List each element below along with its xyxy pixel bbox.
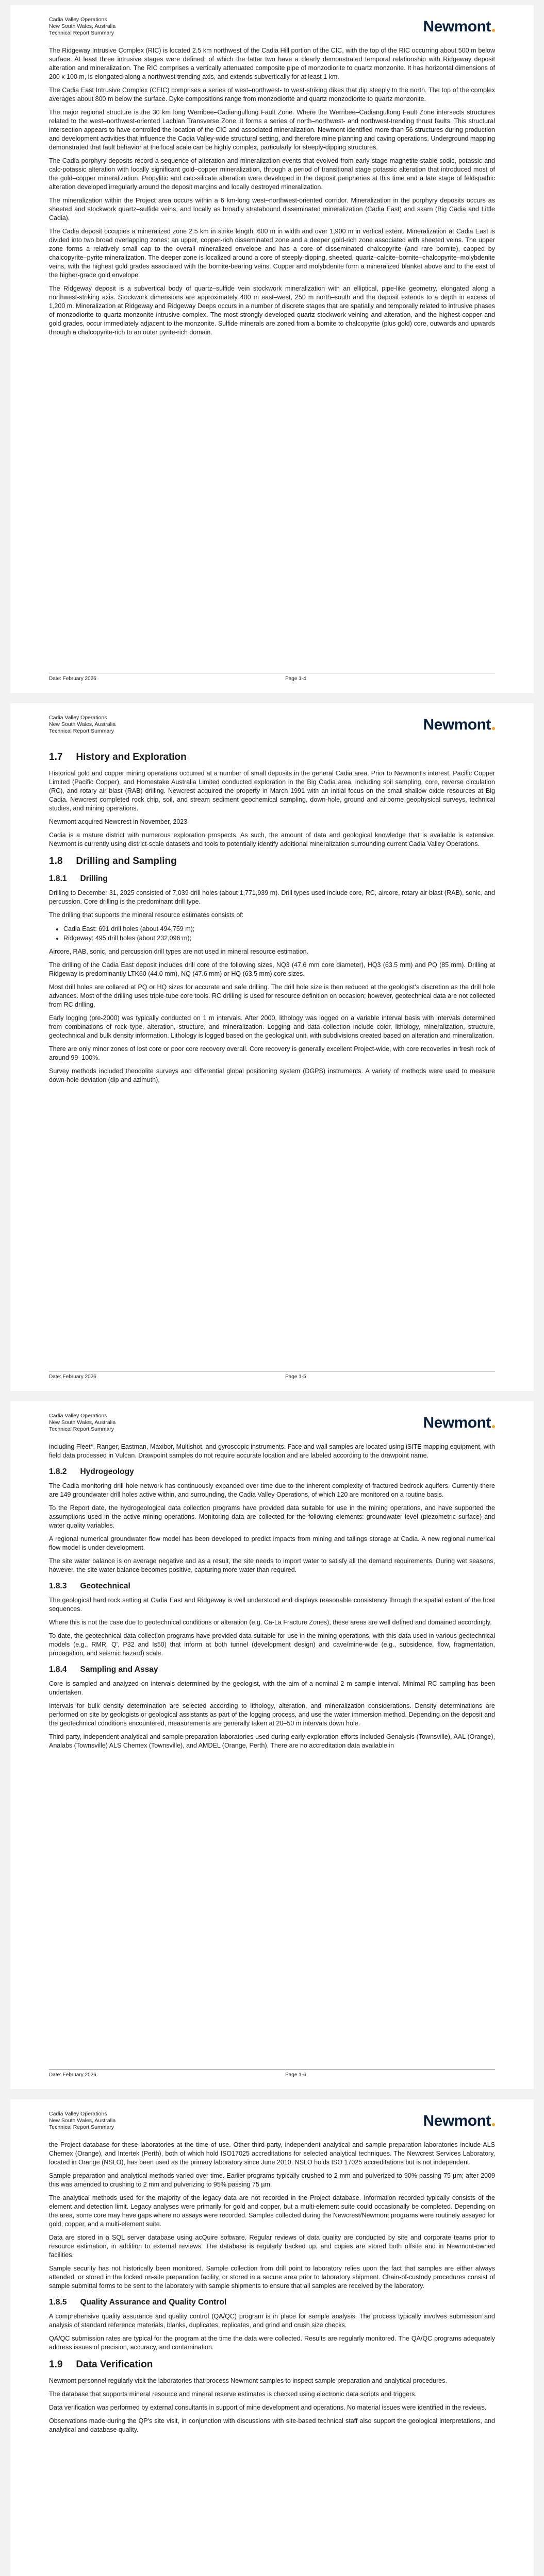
- newmont-logo: [423, 16, 496, 37]
- logo-text: Newmont: [423, 1414, 491, 1431]
- paragraph: There are only minor zones of lost core or poor core recovery overall. Core recovery is generally excellent Project-wide, with core recoveries in fresh rock of around 99–100%.: [49, 1045, 495, 1061]
- paragraph: The Ridgeway deposit is a subvertical body of quartz–sulfide vein stockwork mineralization with an elliptical, pipe-like geometry, elongated along a northwest-striking axis. Stockwork dimensions are approximately 400 m east–west, 250 m north–south and the deposit extends to a depth in excess of 1,200 m. Mineralization at Ridgeway and Ridgeway Deeps occurs in a number of discrete stages that are spatially and temporally related to intrusive phases of monzodiorite to quartz monzonite intrusive complex. The most strongly developed quartz stockwork veining and alteration, and the highest copper and gold grades, occur immediately adjacent to the monzonite. Sulfide minerals are zoned from a bornite to chalcopyrite (plus gold) core, outwards and upwards through a chalcopyrite-rich to an outer pyrite-rich domain.: [49, 285, 495, 336]
- page-footer: [49, 1371, 495, 1380]
- paragraph: Where this is not the case due to geotechnical conditions or alteration (e.g. Ca-La Fracture Zones), these areas are well defined and domained accordingly.: [49, 1619, 492, 1626]
- page-body: [49, 1443, 495, 1755]
- header-operation: Cadia Valley Operations: [49, 715, 107, 721]
- paragraph: QA/QC submission rates are typical for the program at the time the data were collected. Results are regularly monitored. The QA/QC programs adequately address issues of precision, accuracy, and contamination.: [49, 2335, 495, 2351]
- paragraph: Sample security has not historically been monitored. Sample collection from drill point to laboratory relies upon the fact that samples are either always attended, or stored in the locked on-site preparation facility, or stored in a secure area prior to laboratory shipment. Chain-of-custody procedures consist of sample submittal forms to be sent to the laboratory with sample shipments to ensure that all samples are received by the laboratory.: [49, 2265, 495, 2290]
- newmont-logo: [423, 2111, 496, 2131]
- logo-text: Newmont: [423, 716, 491, 733]
- footer-page-number: Page 1-4: [285, 676, 306, 682]
- header-operation: Cadia Valley Operations: [49, 2111, 107, 2117]
- paragraph: Sample preparation and analytical methods varied over time. Earlier programs typically crushed to 2 mm and pulverized to 90% passing 75 µm; after 2009 this was amended to crushing to 2 mm and pulverizing to 95% passing 75 µm.: [49, 2172, 495, 2188]
- drill-hole-list: [63, 924, 495, 943]
- paragraph: To date, the geotechnical data collection programs have provided data suitable for use in the mining operations, with this data used in various geotechnical models (e.g., RMR, Q', P32 and Is50) that inform at both tunnel (development design) and cave/mine-wide (e.g., subsidence, flow, fragmentation, propagation, and seismic hazard) scale.: [49, 1632, 495, 1657]
- subsection-heading-hydrogeology: 1.8.2 Hydrogeology: [49, 1467, 134, 1476]
- paragraph: A comprehensive quality assurance and quality control (QA/QC) program is in place for sample analysis. The process typically involves submission and analysis of standard reference materials, blanks, duplicates, replicates, and grind and crush size checks.: [49, 2313, 495, 2329]
- report-page-1-4: [10, 5, 534, 693]
- footer-page-number: Page 1-6: [285, 2072, 306, 2078]
- list-item: • Cadia East: 691 drill holes (about 494,759 m);: [63, 924, 495, 934]
- paragraph: Drilling to December 31, 2025 consisted of 7,039 drill holes (about 1,771,939 m). Drill types used include core, RC, aircore, rotary air blast (RAB), sonic, and percussion. Core drilling is the predominant drill type.: [49, 889, 495, 905]
- paragraph: Historical gold and copper mining operations occurred at a number of small deposits in the general Cadia area. Prior to Newmont's interest, Pacific Copper Limited (Pacific Copper), and Homestake Australia Limited conducted exploration in the Big Cadia area, including soil sampling, core, reverse circulation (RC), and rotary air blast (RAB) drilling. Newcrest acquired the property in March 1991 with an initial focus on the small shallow oxide resources at Big Cadia. Newcrest completed rock chip, soil, and stream sediment geochemical sampling, down-hole, ground and airborne geophysical surveys, technical studies, and mining operations.: [49, 770, 495, 812]
- paragraph: Survey methods included theodolite surveys and differential global positioning system (DGPS) instruments. A variety of methods were used to measure down-hole deviation (dip and azimuth),: [49, 1067, 495, 1083]
- subsection-heading-drilling: 1.8.1 Drilling: [49, 874, 108, 883]
- paragraph: The drilling of the Cadia East deposit includes drill core of the following sizes, NQ3 (47.6 mm core diameter), HQ3 (63.5 mm) and PQ (85 mm). Drilling at Ridgeway is predominantly LTK60 (44.0 mm), NQ (47.6 mm) or HQ (63.5 mm) core sizes.: [49, 961, 495, 977]
- subsection-heading-sampling-assay: 1.8.4 Sampling and Assay: [49, 1665, 158, 1674]
- paragraph: The analytical methods used for the majority of the legacy data are not recorded in the Project database. Information recorded typically consists of the element and detection limit. Legacy analyses were primarily for gold and copper, but a multi-element suite could occasionally be completed. Depending on the area, some core may have gaps where no assays were recorded. Samples collected during the Newcrest/Newmont programs were routinely assayed for gold, copper, and a multi-element suite.: [49, 2194, 495, 2228]
- header-report-type: Technical Report Summary: [49, 1426, 114, 1432]
- paragraph: Aircore, RAB, sonic, and percussion drill types are not used in mineral resource estimation.: [49, 948, 309, 955]
- report-page-1-7: [10, 2099, 534, 2576]
- footer-date: Date: February 2026: [49, 676, 96, 682]
- paragraph: including Fleet*, Ranger, Eastman, Maxibor, Multishot, and gyroscopic instruments. Face and wall samples are located using iSITE mapping equipment, with field data processed in Vulcan. Drawpoint samples do not require accurate location and are labeled according to the drawpoint name.: [49, 1443, 496, 1459]
- header-location: New South Wales, Australia: [49, 721, 116, 727]
- header-report-type: Technical Report Summary: [49, 728, 114, 734]
- paragraph: The geological hard rock setting at Cadia East and Ridgeway is well understood and displays reasonable consistency through the spatial extent of the host sequences.: [49, 1597, 495, 1613]
- paragraph: The Cadia monitoring drill hole network has continuously expanded over time due to the inherent complexity of fractured bedrock aquifers. Currently there are 149 groundwater drill holes active within, and surrounding, the Cadia Valley Operations, of which 120 are monitored on a routine basis.: [49, 1482, 495, 1498]
- logo-dot-icon: [492, 1425, 495, 1428]
- paragraph: The database that supports mineral resource and mineral reserve estimates is checked using electronic data scripts and triggers.: [49, 2391, 417, 2398]
- paragraph: Cadia is a mature district with numerous exploration prospects. As such, the amount of data and geological knowledge that is available is extensive. Newmont is currently using district-scale datasets and tools to potentially identify additional mineralization surrounding current Cadia Valley Operations.: [49, 832, 495, 848]
- page-footer: [49, 673, 495, 682]
- header-operation: Cadia Valley Operations: [49, 16, 107, 23]
- paragraph: Newmont acquired Newcrest in November, 2023: [49, 818, 188, 825]
- paragraph: Third-party, independent analytical and sample preparation laboratories used during early exploration efforts included Genalysis (Townsville), AAL (Orange), Analabs (Townsville) ALS Chemex (Townsville), and AMDEL (Orange, Perth). There are no accreditation data available in: [49, 1733, 495, 1749]
- logo-text: Newmont: [423, 2112, 491, 2129]
- page-header: [49, 16, 495, 37]
- subsection-heading-qaqc: 1.8.5 Quality Assurance and Quality Control: [49, 2298, 227, 2307]
- paragraph: The major regional structure is the 30 km long Werribee–Cadiangullong Fault Zone. Where the Werribee–Cadiangullong Fault Zone intersects structures related to the west–northwest-oriented Lachlan Transverse Zone, it forms a series of north–northwest- and northwest-trending thrust faults. This structural intersection appears to have controlled the location of the CIC and associated mineralization. Newmont identified more than 56 structures during production and development activities that influence the Cadia Valley-wide structural setting, and therefore mine planning and caving operations. Underground mapping demonstrated that fault behavior at the local scale can be highly complex, particularly for steeply-dipping structures.: [49, 109, 495, 151]
- newmont-logo: [423, 1413, 496, 1433]
- paragraph: The Cadia deposit occupies a mineralized zone 2.5 km in strike length, 600 m in width and over 1,900 m in vertical extent. Mineralization at Cadia East is divided into two broad overlapping zones: an upper, copper-rich disseminated zone and a deeper gold-rich zone associated with sheeted veins. The upper zone forms a relatively small cap to the overall mineralized envelope and has a core of disseminated chalcopyrite (and rare bornite), capped by chalcopyrite–pyrite mineralization. The deeper zone is localized around a core of steeply-dipping, sheeted, quartz–calcite–bornite–chalcopyrite–molybdenite veins, with the highest gold grades associated with the bornite-bearing veins. Copper and molybdenite form a mineralized blanket above and to the east of the higher-grade gold envelope.: [49, 228, 495, 279]
- footer-date: Date: February 2026: [49, 2072, 96, 2078]
- report-page-1-5: [10, 703, 534, 1391]
- paragraph: A regional numerical groundwater flow model has been developed to predict impacts from mining and tailings storage at Cadia. A new regional numerical flow model is under development.: [49, 1535, 495, 1551]
- page-header: [49, 2111, 495, 2131]
- newmont-logo: [423, 715, 496, 735]
- paragraph: Data verification was performed by external consultants in support of mine development and operations. No material issues were identified in the reviews.: [49, 2404, 487, 2411]
- logo-text: Newmont: [423, 18, 491, 35]
- header-report-type: Technical Report Summary: [49, 2124, 114, 2130]
- header-location: New South Wales, Australia: [49, 23, 116, 29]
- page-footer: [49, 2069, 495, 2078]
- footer-page-number: Page 1-5: [285, 1374, 306, 1380]
- logo-dot-icon: [492, 727, 495, 730]
- paragraph: The Ridgeway Intrusive Complex (RIC) is located 2.5 km northwest of the Cadia Hill portion of the CIC, with the top of the RIC occurring about 500 m below surface. At least three intrusive stages were defined, of which the latter two have a clearly demonstrated temporal relationship with Ridgeway deposit alteration and mineralization. The RIC comprises a vertically attenuated composite pipe of monzodiorite to quartz monzonite. It has horizontal dimensions of 200 x 100 m, is elongated along a northwest trending axis, and extends subvertically for at least 1 km.: [49, 47, 495, 80]
- paragraph: Intervals for bulk density determination are selected according to lithology, alteration, and mineralization considerations. Density determinations are performed on site by geologists or geological assistants as part of the logging process, and use the water immersion method. Depending on the deposit and the geotechnical conditions encountered, measurements are generally taken at 20–50 m intervals down hole.: [49, 1702, 495, 1727]
- header-location: New South Wales, Australia: [49, 1419, 116, 1426]
- paragraph: Most drill holes are collared at PQ or HQ sizes for accurate and safe drilling. The drill hole size is then reduced at the geologist's discretion as the drill hole advances. Most of the drilling uses triple-tube core tools. RC drilling is used for resource definition on occasion; however, geotechnical data are not collected from RC drilling.: [49, 984, 495, 1008]
- list-item: • Ridgeway: 495 drill holes (about 232,096 m);: [63, 934, 495, 943]
- logo-dot-icon: [492, 2123, 495, 2126]
- page-header: [49, 715, 495, 735]
- header-operation: Cadia Valley Operations: [49, 1413, 107, 1419]
- page-header: [49, 1413, 495, 1433]
- paragraph: Core is sampled and analyzed on intervals determined by the geologist, with the aim of a nominal 2 m sample interval. Minimal RC sampling has been undertaken.: [49, 1680, 495, 1696]
- footer-date: Date: February 2026: [49, 1374, 96, 1380]
- paragraph: To the Report date, the hydrogeological data collection programs have provided data suitable for use in the mining operations, and have supported the assumptions used in the active mining operations. Monitoring data are collected for the following elements: groundwater level (piezometric surface) and water quality variables.: [49, 1504, 495, 1529]
- paragraph: The Cadia East Intrusive Complex (CEIC) comprises a series of west–northwest- to west-striking dikes that dip steeply to the north. The top of the complex averages about 800 m below the surface. Dyke compositions range from monzodiorite and quartz monzodiorite to quartz monzonite.: [49, 87, 495, 103]
- paragraph: Observations made during the QP's site visit, in conjunction with discussions with site-based technical staff also support the geological interpretations, and analytical and database quality.: [49, 2417, 495, 2433]
- header-report-type: Technical Report Summary: [49, 30, 114, 36]
- paragraph: The site water balance is on average negative and as a result, the site needs to import water to satisfy all the demand requirements. During wet seasons, however, the site water balance becomes positive, capturing more water than required.: [49, 1557, 495, 1573]
- paragraph: The drilling that supports the mineral resource estimates consists of:: [49, 911, 244, 919]
- section-heading-drilling-sampling: 1.8 Drilling and Sampling: [49, 856, 177, 867]
- page-body: [49, 46, 495, 342]
- report-page-1-6: [10, 1401, 534, 2089]
- section-heading-data-verification: 1.9 Data Verification: [49, 2359, 153, 2370]
- subsection-heading-geotechnical: 1.8.3 Geotechnical: [49, 1582, 130, 1590]
- paragraph: The Cadia porphyry deposits record a sequence of alteration and mineralization events that evolved from early-stage magnetite-stable sodic, potassic and calc-potassic alteration with locally significant gold–copper mineralization, through a period of transitional stage potassic alteration that introduced most of the gold–copper mineralization. Propylitic and calc-silicate alteration were developed in the deposit peripheries at this time and a late stage of feldspathic alteration developed irregularly around the deposit margins and locally destroyed mineralization.: [49, 157, 495, 191]
- header-location: New South Wales, Australia: [49, 2117, 116, 2124]
- paragraph: Early logging (pre-2000) was typically conducted on 1 m intervals. After 2000, lithology was logged on a variable interval basis with intervals determined from combinations of rock type, alteration, structure, and mineralization. Logging and data collection include color, lithology, mineralization, structure, geotechnical and bulk density information. Lithology is logged based on the geological unit, with subdivisions created based on alteration and mineralization.: [49, 1014, 495, 1039]
- logo-dot-icon: [492, 29, 495, 32]
- page-body: [49, 2141, 495, 2439]
- paragraph: the Project database for these laboratories at the time of use. Other third-party, independent analytical and sample preparation laboratories include ALS Chemex (Orange), and Intertek (Perth), both of which hold ISO17025 accreditations for selected analytical techniques. The Newcrest Services Laboratory, located in Orange (NSLO), has been used as the primary laboratory since June 2010. NSLO holds ISO 17025 accreditations but is not independent.: [49, 2141, 495, 2166]
- page-body: [49, 744, 495, 1089]
- paragraph: Data are stored in a SQL server database using acQuire software. Regular reviews of data quality are conducted by site and corporate teams prior to resource estimation, in addition to external reviews. The database is regularly backed up, and copies are stored both offsite and in Newmont-owned facilities.: [49, 2234, 495, 2259]
- paragraph: The mineralization within the Project area occurs within a 6 km-long west–northwest-oriented corridor. Mineralization in the porphyry deposits occurs as sheeted and stockwork quartz–sulfide veins, and locally as broadly stratabound disseminated mineralization (Cadia East) and skarn (Big Cadia and Little Cadia).: [49, 197, 495, 222]
- paragraph: Newmont personnel regularly visit the laboratories that process Newmont samples to inspect sample preparation and analytical procedures.: [49, 2377, 447, 2384]
- section-heading-history: 1.7 History and Exploration: [49, 752, 187, 762]
